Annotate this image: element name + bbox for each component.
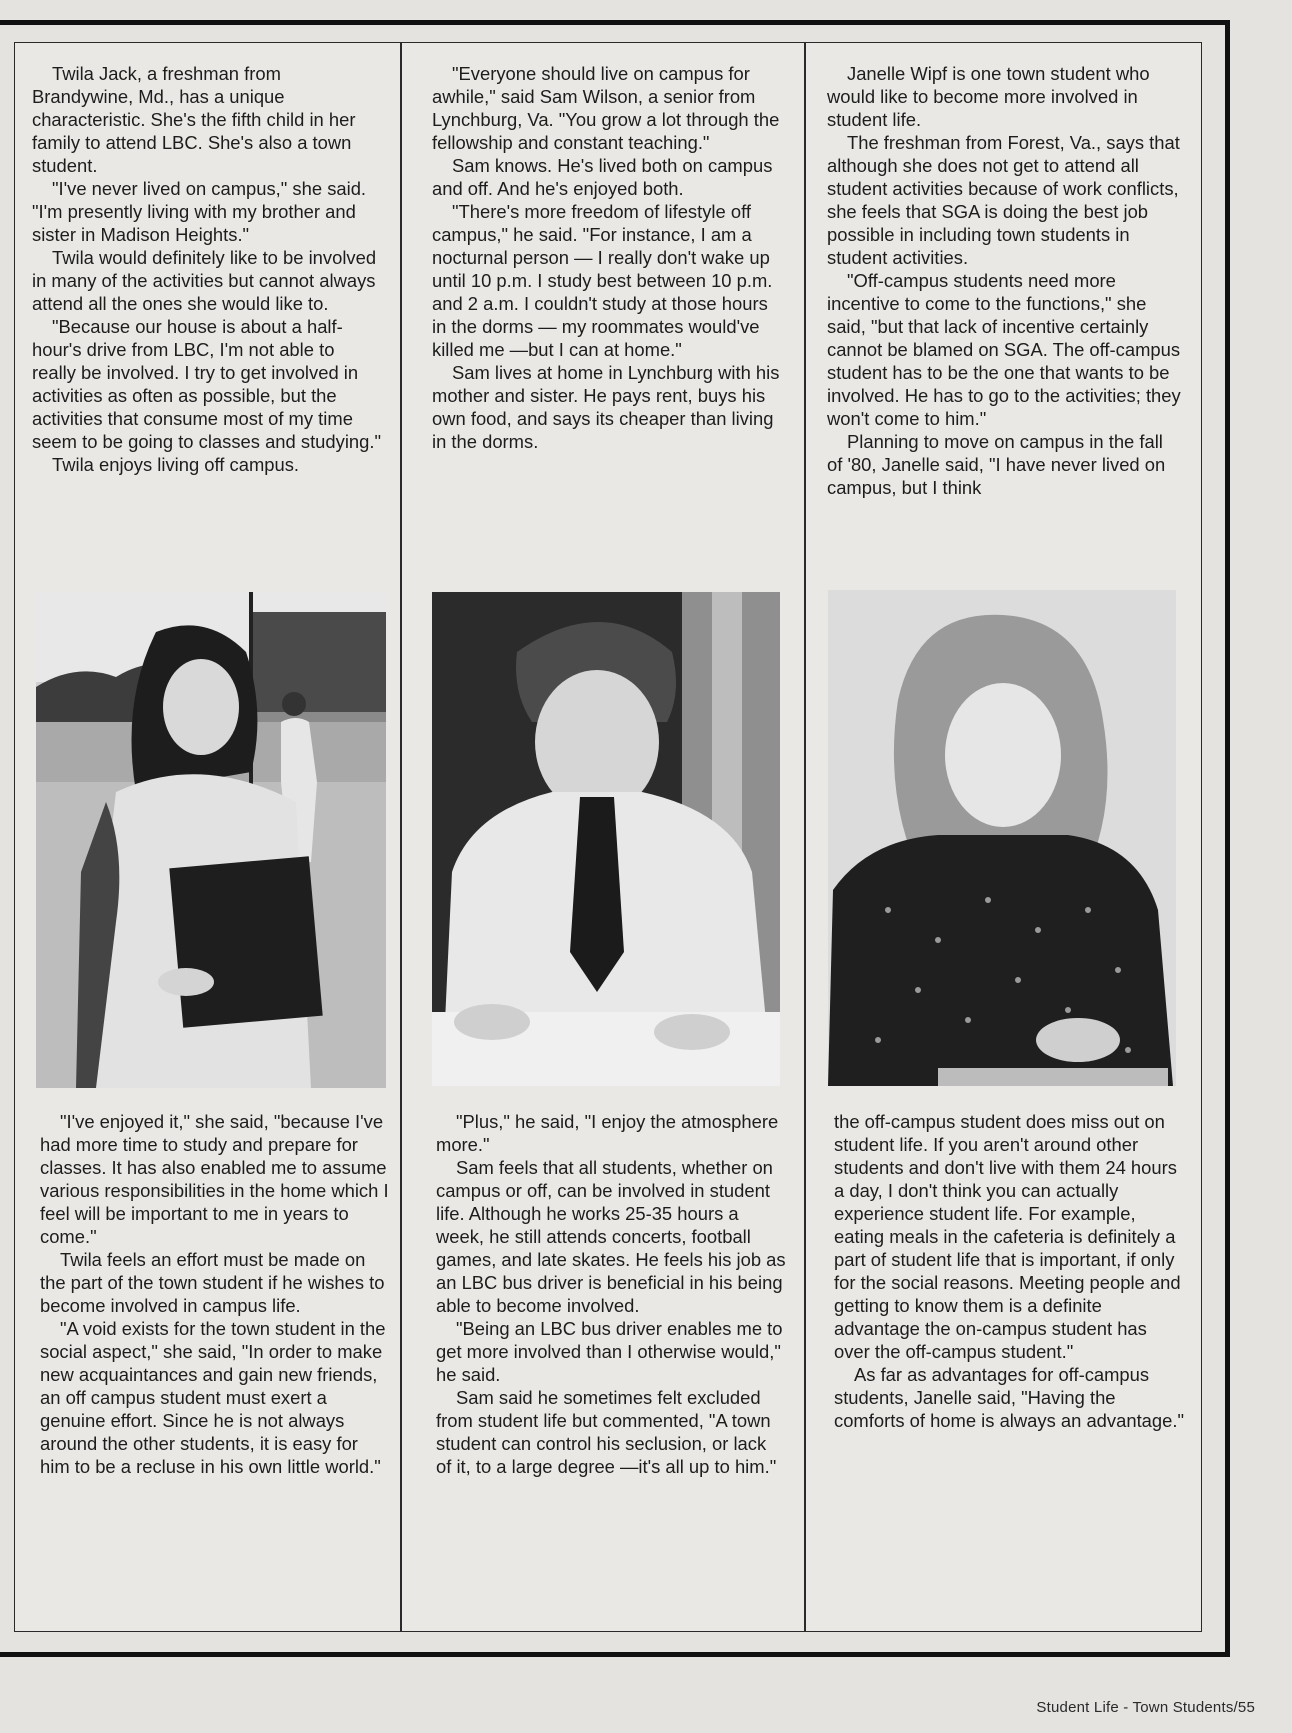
column-2-top-text [432, 62, 782, 453]
paragraph: "Because our house is about a half-hour's drive from LBC, I'm not able to really be involved. I try to get involved in activities as often as possible, but the activities that consume most of my time seem to be going to classes and studying." [32, 316, 382, 452]
paragraph: "Everyone should live on campus for awhile," said Sam Wilson, a senior from Lynchburg, Va. "You grow a lot through the fellowship and constant teaching." [432, 63, 780, 153]
paragraph: the off-campus student does miss out on student life. If you aren't around other students and don't live with them 24 hours a day, I don't think you can actually experience student life. For example, eating meals in the cafeteria is definitely a part of student life that is important, if only for the social reasons. Meeting people and getting to know them is a definite advantage the on-campus student has over the off-campus student." [834, 1111, 1181, 1362]
column-2-bottom-text [436, 1110, 786, 1478]
paragraph: Twila Jack, a freshman from Brandywine, Md., has a unique characteristic. She's the fifth child in her family to attend LBC. She's also a town student. [32, 63, 356, 176]
top-border [0, 20, 1230, 25]
paragraph: "There's more freedom of lifestyle off campus," he said. "For instance, I am a nocturnal person — I really don't wake up until 10 p.m. I study best between 10 p.m. and 2 a.m. I couldn't study at those hours in the dorms — my roommates would've killed me —but I can at home." [432, 201, 773, 360]
paragraph: "A void exists for the town student in the social aspect," she said, "In order to make new acquaintances and gain new friends, an off campus student must exert a genuine effort. Since he is not always around the other students, it is easy for him to be a recluse in his own little world." [40, 1318, 386, 1477]
page-footer: Student Life - Town Students/55 [1036, 1699, 1255, 1716]
paragraph: "Off-campus students need more incentive to come to the functions," she said, "but that lack of incentive certainly cannot be blamed on SGA. The off-campus student has to be the one that wants to be involved. He has to go to the activities; they won't come to him." [827, 270, 1181, 429]
paragraph: Sam said he sometimes felt excluded from student life but commented, "A town student can control his seclusion, or lack of it, to a large degree —it's all up to him." [436, 1387, 777, 1477]
column-1-top-text [32, 62, 382, 476]
paragraph: "I've enjoyed it," she said, "because I've had more time to study and prepare for classes. It has also enabled me to assume various responsibilities in the home which I feel will be important to me in years to come." [40, 1111, 389, 1247]
photo-janelle-wipf [828, 590, 1176, 1086]
paragraph: Twila would definitely like to be involved in many of the activities but cannot always attend all the ones she would like to. [32, 247, 377, 314]
paragraph: Sam feels that all students, whether on campus or off, can be involved in student life. Although he works 25-35 hours a week, he still attends concerts, football games, and late skates. He feels his job as an LBC bus driver is beneficial in his being able to become involved. [436, 1157, 786, 1316]
photo-sam-wilson [432, 592, 780, 1086]
right-border [1225, 20, 1230, 1657]
paragraph: Planning to move on campus in the fall of '80, Janelle said, "I have never lived on campus, but I think [827, 431, 1166, 498]
photo-twila-jack [36, 592, 386, 1088]
paragraph: As far as advantages for off-campus students, Janelle said, "Having the comforts of home is always an advantage." [834, 1364, 1184, 1431]
paragraph: Sam knows. He's lived both on campus and off. And he's enjoyed both. [432, 155, 773, 199]
paragraph: "Plus," he said, "I enjoy the atmosphere more." [436, 1111, 779, 1155]
paragraph: Twila enjoys living off campus. [52, 454, 300, 475]
paragraph: Sam lives at home in Lynchburg with his mother and sister. He pays rent, buys his own food, and says its cheaper than living in the dorms. [432, 362, 780, 452]
column-1-bottom-text [40, 1110, 390, 1478]
paragraph: "I've never lived on campus," she said. "I'm presently living with my brother and sister in Madison Heights." [32, 178, 367, 245]
paragraph: "Being an LBC bus driver enables me to get more involved than I otherwise would," he said. [436, 1318, 783, 1385]
paragraph: Janelle Wipf is one town student who would like to become more involved in student life. [827, 63, 1150, 130]
bottom-border [0, 1652, 1230, 1657]
paragraph: Twila feels an effort must be made on the part of the town student if he wishes to become involved in campus life. [40, 1249, 385, 1316]
column-3-top-text [827, 62, 1182, 499]
column-divider-1 [400, 42, 402, 1632]
paragraph: The freshman from Forest, Va., says that although she does not get to attend all student activities because of work conflicts, she feels that SGA is doing the best job possible in including town students in student activities. [827, 132, 1180, 268]
column-3-bottom-text [834, 1110, 1184, 1432]
column-divider-2 [804, 42, 806, 1632]
